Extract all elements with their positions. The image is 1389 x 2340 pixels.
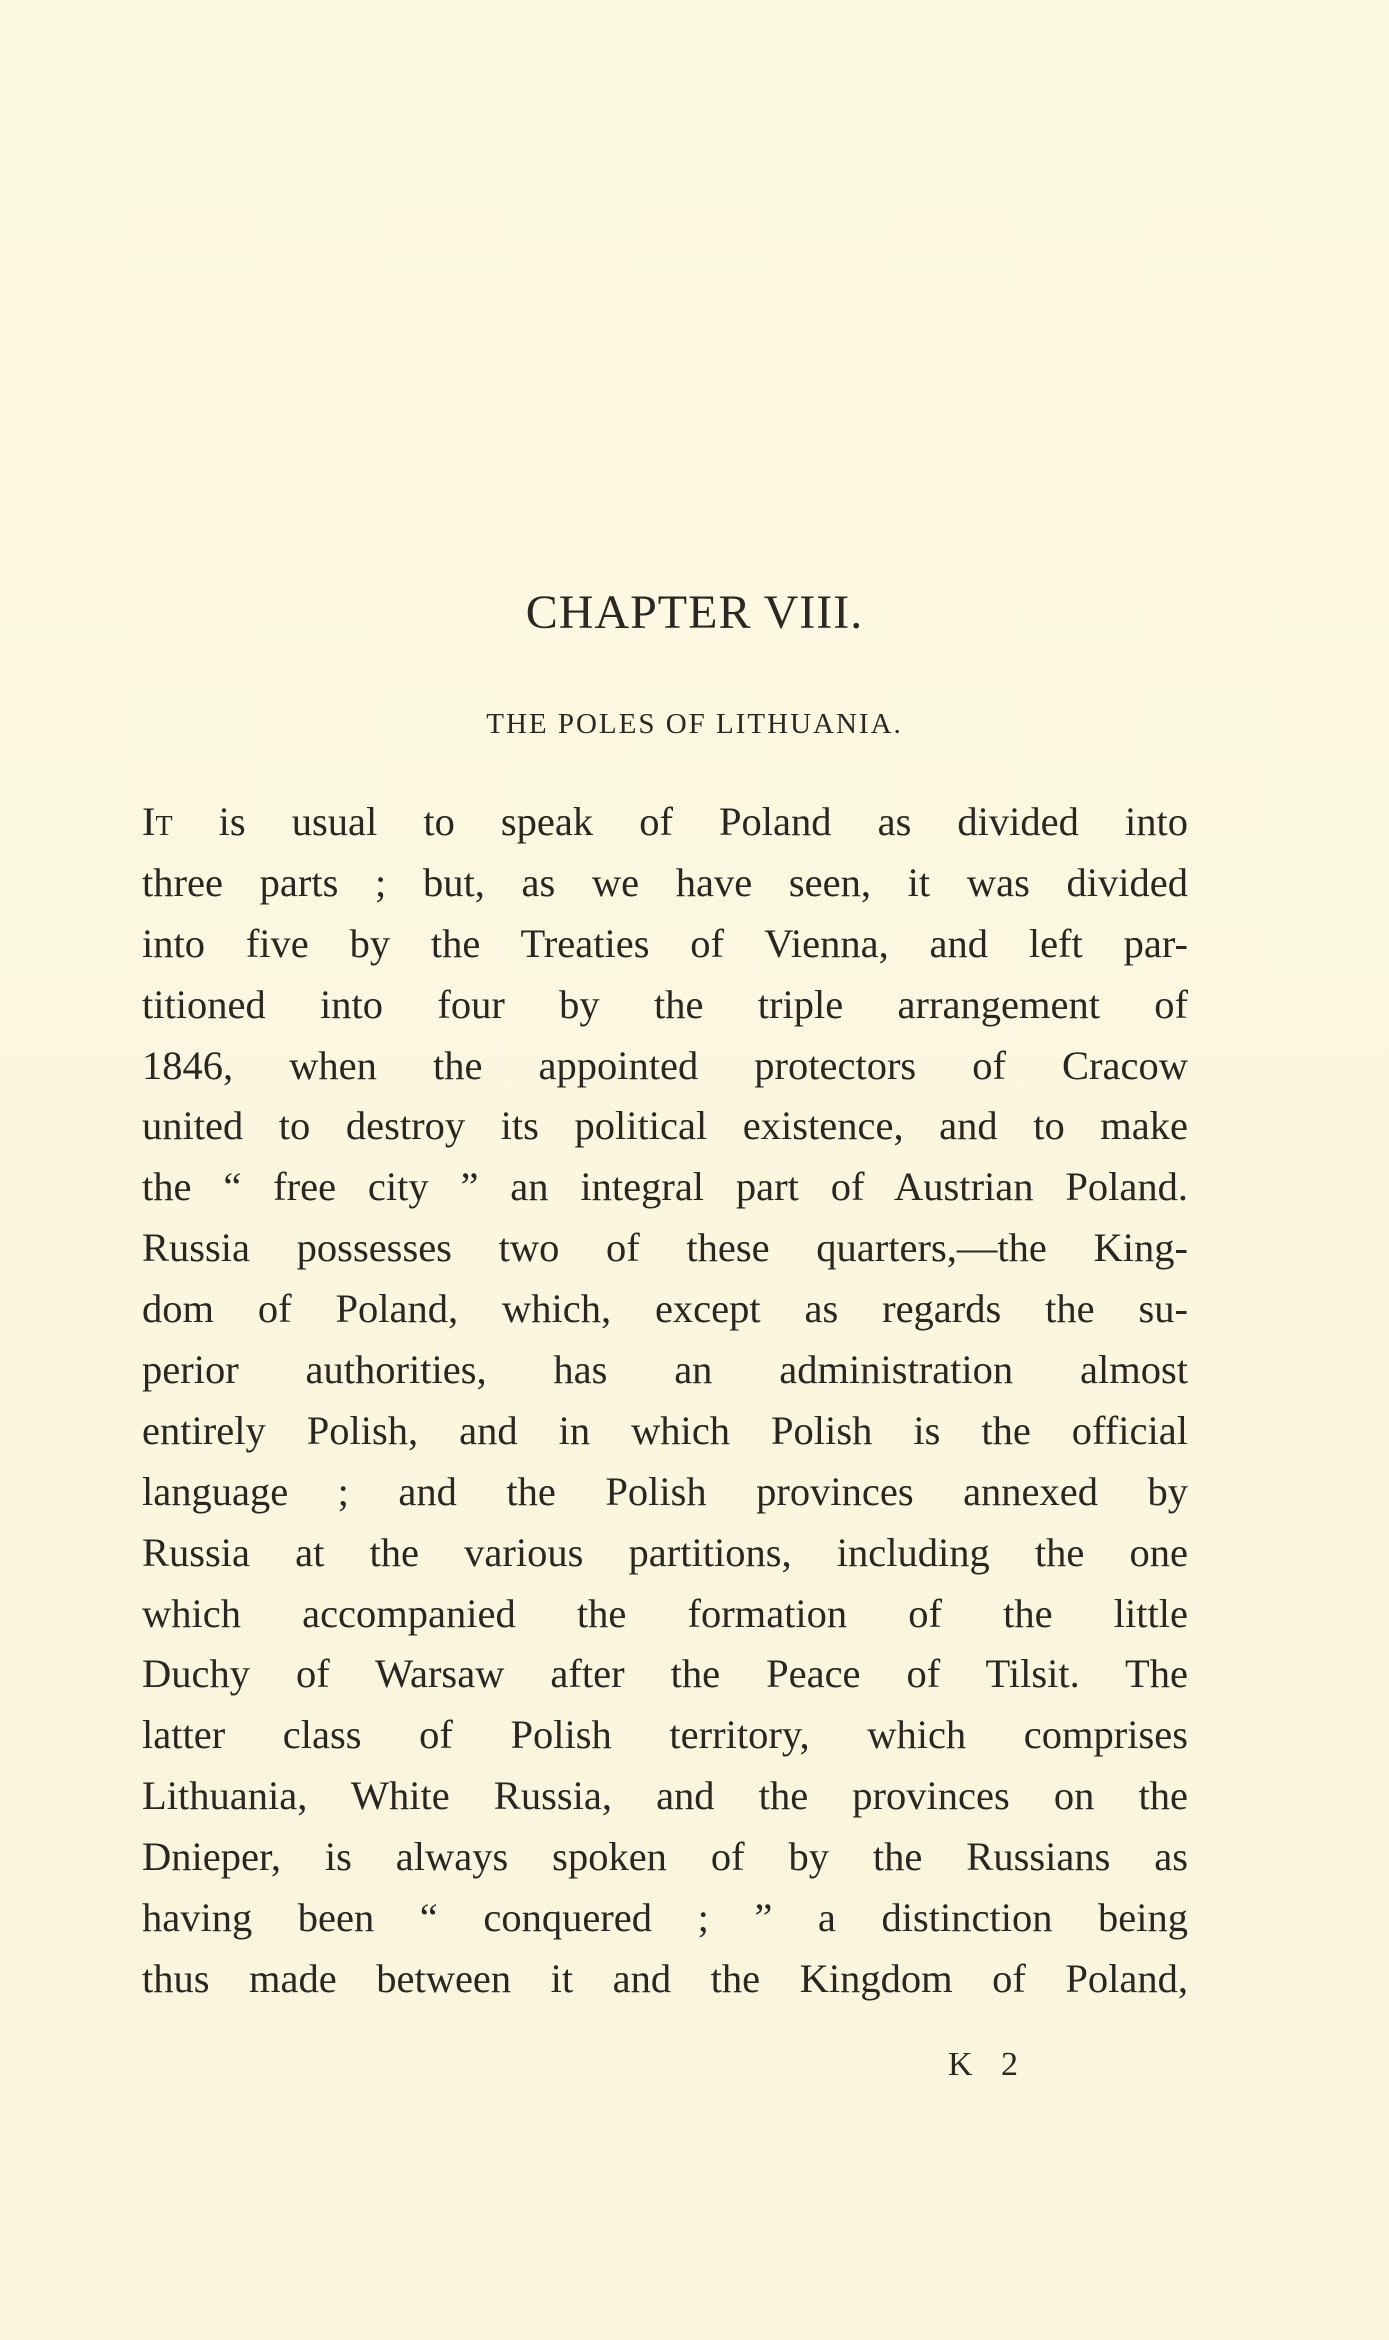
signature-mark: K 2 <box>948 2046 1029 2083</box>
text-line: It is usual to speak of Poland as divided into <box>142 799 1188 844</box>
text-line: perior authorities, has an administration almost <box>142 1347 1188 1393</box>
text-line: latter class of Polish territory, which comprises <box>142 1712 1188 1758</box>
text-line: entirely Polish, and in which Polish is the official <box>142 1407 1188 1453</box>
text-line: the “ free city ” an integral part of Austrian Poland. <box>142 1164 1188 1210</box>
text-line: 1846, when the appointed protectors of Cracow <box>142 1042 1188 1088</box>
text-line: Lithuania, White Russia, and the provinces on the <box>142 1773 1188 1819</box>
text-line: three parts ; but, as we have seen, it was divided <box>142 859 1188 905</box>
text-line: Duchy of Warsaw after the Peace of Tilsit. The <box>142 1651 1188 1697</box>
drop-word: It <box>142 799 173 844</box>
text-line: into five by the Treaties of Vienna, and left par- <box>142 920 1188 966</box>
text-line: having been “ conquered ; ” a distinction being <box>142 1895 1188 1941</box>
chapter-title: CHAPTER VIII. <box>525 586 864 639</box>
chapter-subtitle: THE POLES OF LITHUANIA. <box>486 708 903 740</box>
text-line: which accompanied the formation of the little <box>142 1590 1188 1636</box>
text-line: Russia at the various partitions, including the one <box>142 1529 1188 1575</box>
body-text <box>142 792 1188 2010</box>
text-line: titioned into four by the triple arrangement of <box>142 981 1188 1027</box>
text-line: Dnieper, is always spoken of by the Russians as <box>142 1834 1188 1880</box>
text-line: Russia possesses two of these quarters,—the King- <box>142 1225 1188 1271</box>
text-line: thus made between it and the Kingdom of Poland, <box>142 1955 1188 2001</box>
text-line: dom of Poland, which, except as regards the su- <box>142 1286 1188 1332</box>
text-line: united to destroy its political existence, and to make <box>142 1103 1188 1149</box>
text-line: language ; and the Polish provinces annexed by <box>142 1468 1188 1514</box>
